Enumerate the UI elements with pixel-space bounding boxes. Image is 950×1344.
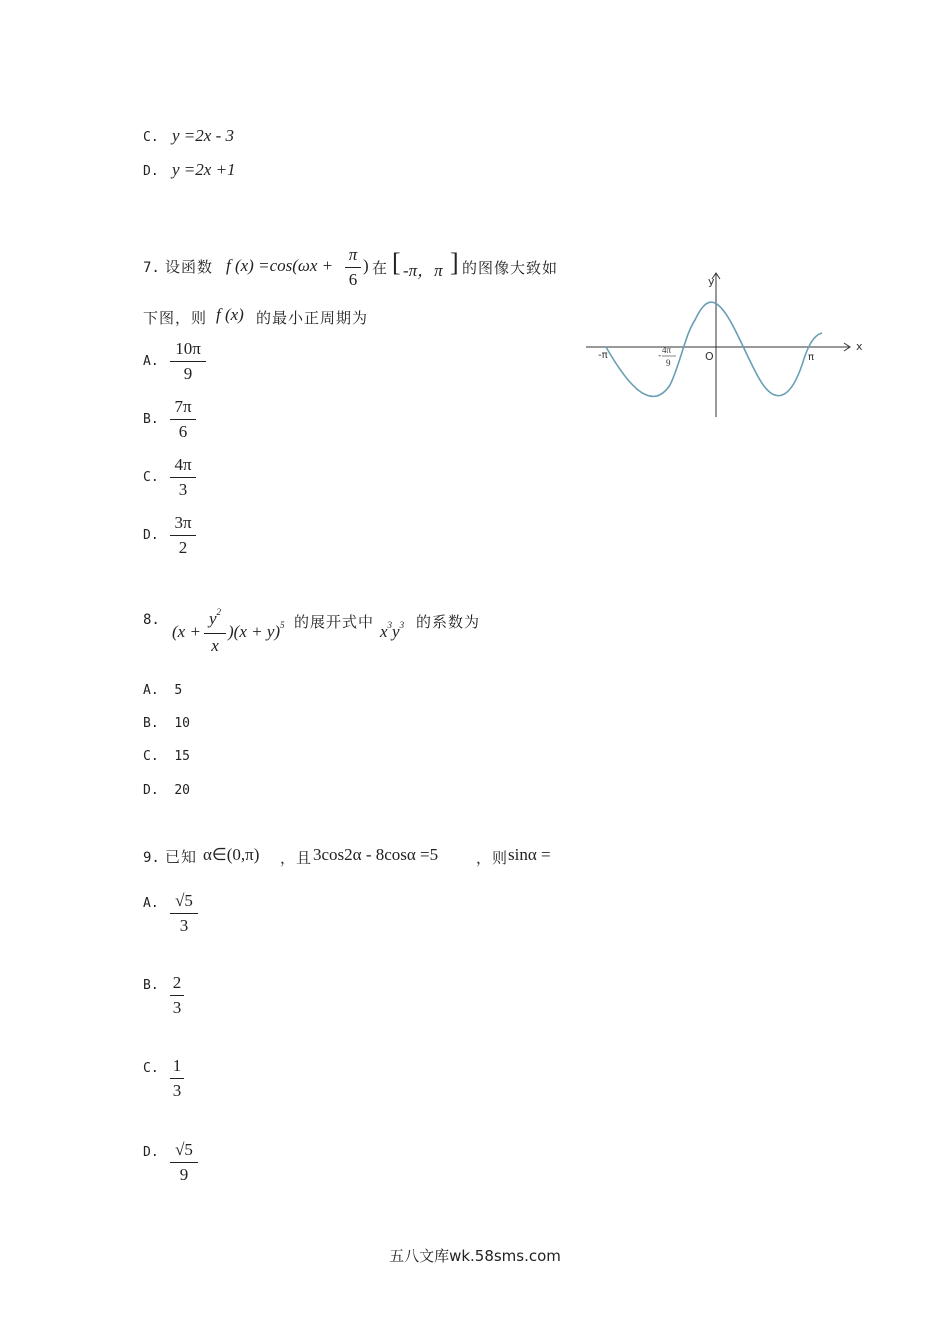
neg-pi-label: -π (598, 350, 608, 361)
q7-graph (580, 265, 870, 425)
q7-function: f (x) =cos(ωx + (226, 256, 334, 275)
q7-option-b-frac (170, 396, 196, 443)
q9-option-c-den: 3 (172, 1081, 182, 1100)
q8-option-a-label: A. (143, 683, 159, 698)
cosine-curve (606, 302, 822, 396)
q8-expr-right-text: )(x + y) (228, 622, 281, 641)
q7-option-a-frac (170, 338, 206, 385)
q8-option-d-label: D. (143, 783, 159, 798)
q8-frac-num-sup: 2 (216, 607, 222, 617)
q7-option-a-den: 9 (183, 364, 193, 383)
pi-label: π (808, 352, 815, 363)
q8-text2: 的系数为 (416, 613, 481, 631)
footer-watermark: 五八文库wk.58sms.com (389, 1247, 561, 1265)
q7-frac-den: 6 (348, 270, 358, 289)
q7-bracket-left: [ (392, 248, 401, 277)
q8-expr-right (228, 622, 285, 642)
q9-number: 9. (143, 850, 160, 866)
q9-option-d-label: D. (143, 1145, 159, 1160)
origin-label: O (705, 350, 714, 363)
q9-option-a-den: 3 (179, 916, 189, 935)
q7-option-a-bar (170, 361, 206, 362)
q8-term-x-sup: 3 (387, 620, 393, 630)
q7-line2-func: f (x) (216, 305, 244, 324)
q9-option-c-label: C. (143, 1061, 159, 1076)
q8-text1: 的展开式中 (294, 613, 375, 631)
q8-option-c-value: 15 (174, 749, 190, 764)
q7-option-a-num: 10π (175, 339, 201, 358)
q8-expr-sup: 5 (280, 620, 285, 630)
q8-option-b-value: 10 (174, 716, 190, 731)
q8-term-y: y (392, 622, 400, 641)
q8-expr-left: (x + (172, 622, 201, 641)
q7-option-c-den: 3 (178, 480, 188, 499)
q8-number: 8. (143, 612, 160, 628)
q7-close-paren: ) (363, 256, 369, 275)
q9-option-d-den: 9 (179, 1165, 189, 1184)
q7-option-c-label: C. (143, 470, 159, 485)
q6-option-c-label: C. (143, 130, 159, 145)
q8-frac-num: y (208, 609, 217, 628)
q6-option-c-expr: y =2x - 3 (172, 126, 234, 145)
y-axis-label: y (708, 275, 715, 288)
q8-frac-bar (204, 633, 226, 634)
x-axis-label: x (856, 340, 863, 353)
q9-option-b-bar (170, 995, 184, 996)
q9-ask: sinα = (508, 845, 551, 864)
q7-option-a-label: A. (143, 354, 159, 369)
q7-option-d-bar (170, 535, 196, 536)
q8-option-a (143, 683, 182, 698)
q8-option-c-label: C. (143, 749, 159, 764)
q9-option-b-frac (170, 972, 184, 1019)
q7-option-b-label: B. (143, 412, 159, 427)
mark-den: 9 (666, 358, 671, 368)
q7-option-d-num: 3π (174, 513, 192, 532)
q7-option-c-num: 4π (174, 455, 192, 474)
q7-line2-pre: 下图，则 (143, 309, 208, 327)
q8-frac-num-wrap (204, 608, 226, 632)
q8-term (380, 622, 404, 642)
q7-suffix: 的图像大致如 (462, 259, 559, 277)
q9-cond: α∈(0,π) (203, 845, 260, 864)
q9-text2: ，且 (280, 849, 313, 867)
q7-prefix: 设函数 (164, 258, 213, 276)
q9-option-d-frac (170, 1139, 198, 1186)
q7-option-c-bar (170, 477, 196, 478)
q7-option-d-den: 2 (178, 538, 188, 557)
mark-sign: - (658, 351, 662, 361)
q9-option-b-label: B. (143, 978, 159, 993)
q7-interval: -π，π (403, 261, 443, 280)
q7-line2-post: 的最小正周期为 (256, 309, 369, 327)
q7-fraction (345, 244, 361, 291)
q9-text1: 已知 (164, 848, 197, 866)
q7-option-b-bar (170, 419, 196, 420)
q8-term-x: x (380, 622, 388, 641)
q9-option-d-num: √5 (175, 1140, 193, 1159)
q7-option-c-frac (170, 454, 196, 501)
q9-option-c-frac (170, 1055, 184, 1102)
q7-frac-num: π (348, 245, 358, 264)
q7-number: 7. (143, 260, 160, 276)
q9-option-a-bar (170, 913, 198, 914)
q7-bracket-right: ] (450, 248, 459, 277)
q7-frac-bar (345, 267, 361, 268)
q9-equation: 3cos2α - 8cosα =5 (313, 845, 439, 864)
q9-option-d-bar (170, 1162, 198, 1163)
mark-num: 4π (662, 345, 672, 355)
q8-option-d (143, 783, 190, 798)
q8-fraction (204, 608, 226, 657)
q7-option-d-label: D. (143, 528, 159, 543)
q8-option-a-value: 5 (174, 683, 183, 698)
q9-option-a-num: √5 (175, 891, 193, 910)
q9-option-c-num: 1 (172, 1056, 182, 1075)
q7-option-d-frac (170, 512, 196, 559)
q7-zai: 在 (372, 259, 389, 277)
q8-term-y-sup: 3 (399, 620, 405, 630)
q7-option-b-num: 7π (174, 397, 192, 416)
q9-option-b-den: 3 (172, 998, 182, 1017)
q9-text3: ，则 (476, 849, 509, 867)
q8-frac-den: x (211, 636, 219, 655)
q8-option-b-label: B. (143, 716, 159, 731)
q8-option-c (143, 749, 190, 764)
q6-option-d-label: D. (143, 164, 159, 179)
q7-stem (143, 256, 213, 277)
q7-option-b-den: 6 (178, 422, 188, 441)
q9-stem (143, 846, 197, 867)
q8-option-d-value: 20 (174, 783, 190, 798)
q6-option-d-expr: y =2x +1 (172, 160, 236, 179)
q9-option-b-num: 2 (172, 973, 182, 992)
q8-option-b (143, 716, 190, 731)
q9-option-c-bar (170, 1078, 184, 1079)
q9-option-a-frac (170, 890, 198, 937)
q9-option-a-label: A. (143, 896, 159, 911)
